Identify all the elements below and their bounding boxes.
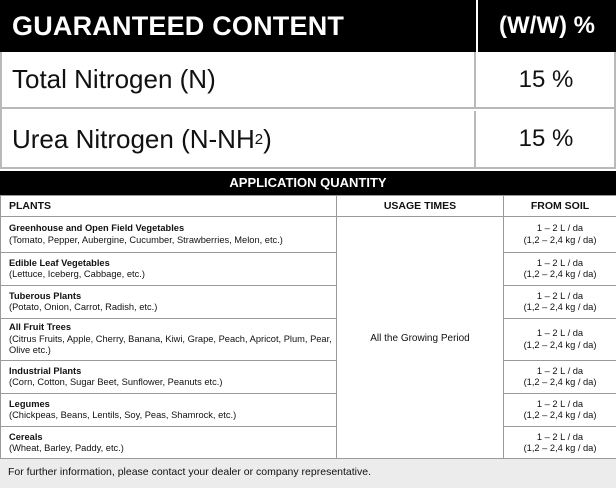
dosage-volume: 1 – 2 L / da: [536, 257, 584, 268]
dosage-weight: (1,2 – 2,4 kg / da): [523, 234, 597, 245]
nutrient-name-main: Urea Nitrogen (N-NH: [12, 123, 255, 154]
column-header-usage-times: USAGE TIMES: [337, 196, 504, 217]
application-quantity-title: APPLICATION QUANTITY: [0, 171, 616, 195]
dosage-weight: (1,2 – 2,4 kg / da): [523, 339, 597, 350]
dosage-volume: 1 – 2 L / da: [536, 431, 584, 442]
dosage-cell: [504, 394, 616, 427]
dosage-cell: [504, 286, 616, 319]
plant-cell: [1, 319, 337, 361]
dosage-volume: 1 – 2 L / da: [536, 398, 584, 409]
column-header-from-soil: FROM SOIL: [504, 196, 616, 217]
guaranteed-row-urea-nitrogen: [0, 111, 616, 169]
plant-examples: (Corn, Cotton, Sugar Beet, Sunflower, Peanuts etc.): [9, 377, 223, 387]
dosage-volume: 1 – 2 L / da: [536, 223, 584, 233]
plant-cell: [1, 394, 337, 427]
plant-examples: (Potato, Onion, Carrot, Radish, etc.): [9, 302, 158, 312]
usage-times-cell: All the Growing Period: [337, 217, 504, 460]
plant-examples: (Chickpeas, Beans, Lentils, Soy, Peas, Shamrock, etc.): [9, 410, 237, 420]
plant-name: All Fruit Trees: [9, 322, 71, 333]
plant-examples: (Tomato, Pepper, Aubergine, Cucumber, Strawberries, Melon, etc.): [9, 234, 283, 245]
nutrient-name: Total Nitrogen (N): [0, 52, 476, 107]
table-row: [1, 286, 616, 319]
guaranteed-content-title: GUARANTEED CONTENT: [12, 10, 345, 41]
table-row: [1, 361, 616, 394]
table-row: [1, 319, 616, 361]
column-header-plants: PLANTS: [1, 196, 337, 217]
table-row: [1, 253, 616, 286]
dosage-cell: [504, 319, 616, 361]
plant-name: Legumes: [9, 398, 50, 409]
dosage-weight: (1,2 – 2,4 kg / da): [523, 269, 597, 279]
table-row: [1, 427, 616, 460]
nutrient-value: 15 %: [518, 125, 574, 152]
dosage-cell: [504, 361, 616, 394]
dosage-weight: (1,2 – 2,4 kg / da): [523, 377, 597, 387]
plant-name: Tuberous Plants: [9, 290, 82, 301]
guaranteed-content-unit: (W/W) %: [476, 0, 616, 52]
plant-cell: [1, 253, 337, 286]
plant-cell: [1, 217, 337, 253]
nutrient-name-end: ): [263, 123, 272, 154]
plant-cell: [1, 361, 337, 394]
plant-examples: (Citrus Fruits, Apple, Cherry, Banana, Kiwi, Grape, Peach, Apricot, Plum, Pear, Olive etc.): [9, 333, 332, 356]
application-quantity-table: [0, 195, 616, 460]
dosage-cell: [504, 427, 616, 460]
plant-cell: [1, 286, 337, 319]
dosage-weight: (1,2 – 2,4 kg / da): [523, 302, 597, 312]
dosage-cell: [504, 217, 616, 253]
nutrient-name-subscript: 2: [254, 130, 264, 148]
nutrient-value: 15 %: [518, 65, 574, 93]
dosage-weight: (1,2 – 2,4 kg / da): [523, 443, 597, 453]
dosage-volume: 1 – 2 L / da: [536, 365, 584, 376]
table-row: [1, 394, 616, 427]
dosage-volume: 1 – 2 L / da: [536, 328, 584, 338]
plant-name: Cereals: [9, 431, 43, 442]
plant-name: Edible Leaf Vegetables: [9, 257, 110, 268]
plant-examples: (Wheat, Barley, Paddy, etc.): [9, 443, 124, 453]
plant-examples: (Lettuce, Iceberg, Cabbage, etc.): [9, 269, 145, 279]
plant-cell: [1, 427, 337, 460]
nutrient-name: [0, 111, 476, 167]
plant-name: Greenhouse and Open Field Vegetables: [9, 223, 185, 233]
dosage-volume: 1 – 2 L / da: [536, 290, 584, 301]
dosage-weight: (1,2 – 2,4 kg / da): [523, 410, 597, 420]
table-row: [1, 217, 616, 253]
table-header-row: [1, 196, 616, 217]
guaranteed-row-total-nitrogen: [0, 52, 616, 109]
footer-note: For further information, please contact your dealer or company representative.: [0, 458, 616, 488]
dosage-cell: [504, 253, 616, 286]
guaranteed-content-header: [0, 0, 616, 52]
plant-name: Industrial Plants: [9, 365, 82, 376]
